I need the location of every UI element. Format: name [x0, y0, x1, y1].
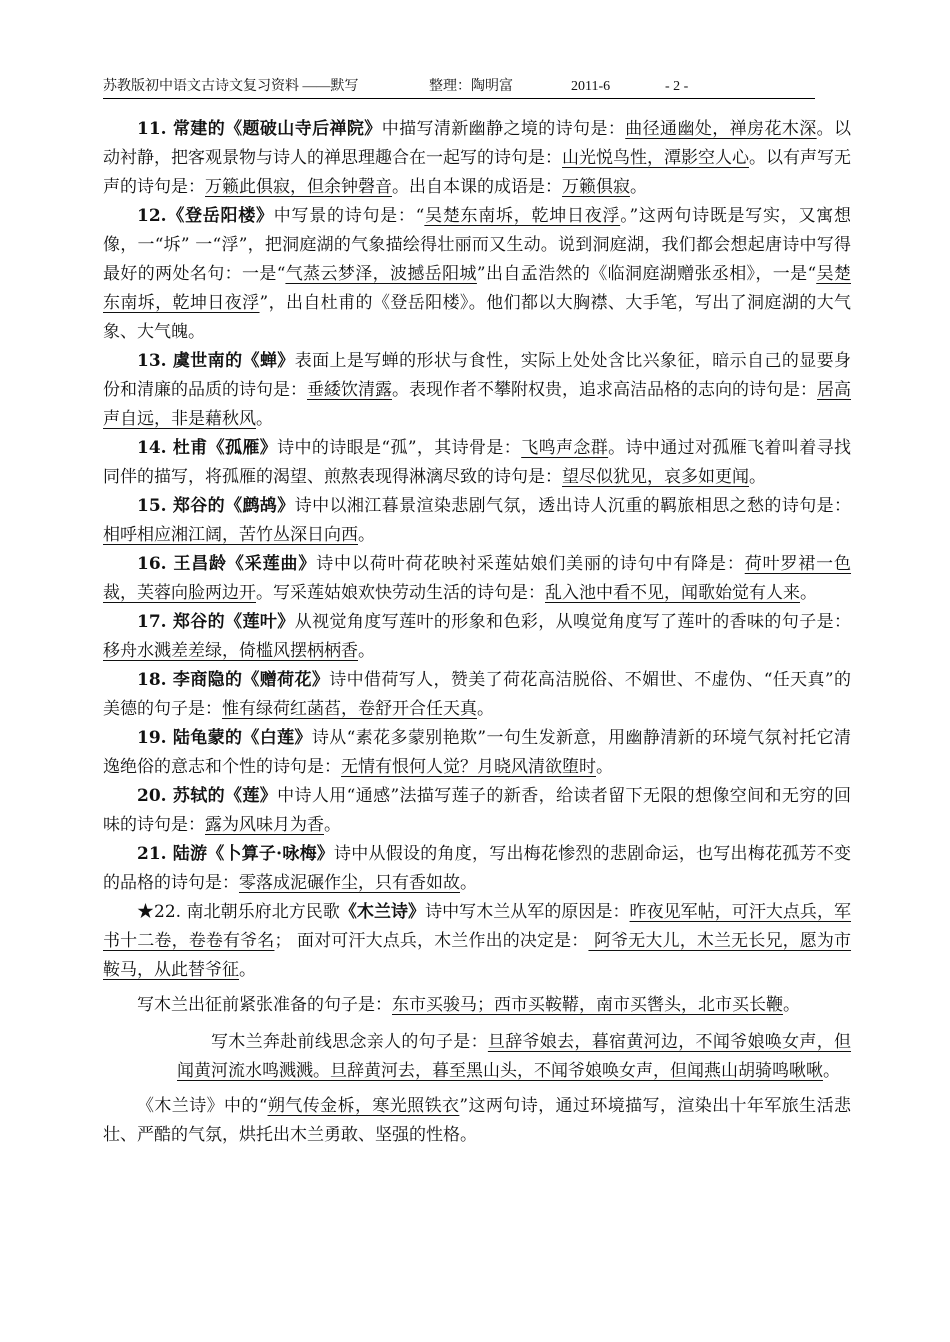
prompt-text: 。表现作者不攀附权贵，追求高洁品格的志向的诗句是： [392, 380, 817, 400]
poem-title: 21. 陆游《卜算子·咏梅》 [137, 844, 335, 864]
answer-text: 惟有绿荷红菡萏，卷舒开合任天真 [222, 699, 477, 719]
prompt-text: 。以有声写无声的诗句是： [103, 148, 851, 197]
question-22c [103, 1092, 851, 1150]
poem-title: 15. 郑谷的《鹧鸪》 [137, 496, 295, 516]
prompt-text: 。 [239, 960, 256, 980]
answer-text: 居高声自远，非是藉秋风 [103, 380, 851, 429]
prompt-text: 写木兰出征前紧张准备的句子是： [137, 995, 392, 1015]
answer-text: 吴楚东南坼，乾坤日夜浮 [424, 206, 621, 226]
question-22 [103, 898, 851, 985]
answer-text: 乱入池中看不见，闻歌始觉有人来 [545, 583, 800, 603]
prompt-text: ”这两句诗，通过环境描写，渲染出十年军旅生活悲壮、严酷的气氛，烘托出木兰勇敢、坚强的性格。 [103, 1096, 851, 1145]
prompt-text: 诗中以湘江暮景渲染悲剧气氛，透出诗人沉重的羁旅相思之愁的诗句是： [294, 496, 852, 516]
prompt-text: 诗中借荷写人，赞美了荷花高洁脱俗、不媚世、不虚伪、“任天真”的美德的句子是： [103, 670, 851, 719]
answer-text: 吴楚东南坼，乾坤日夜浮 [103, 264, 851, 313]
header-title: 苏教版初中语文古诗文复习资料 ——默写 [103, 79, 359, 94]
question-16 [103, 550, 851, 608]
header-page-number: - 2 - [665, 79, 689, 94]
poem-title: 20. 苏轼的《莲》 [137, 786, 278, 806]
prompt-text: 。出自本课的成语是： [392, 177, 562, 197]
prompt-text: 。 [596, 757, 613, 777]
poem-title: 常建的《题破山寺后禅院》 [172, 119, 382, 139]
prompt-text: 。 [324, 815, 341, 835]
question-19 [103, 724, 851, 782]
prompt-text: 。写采莲姑娘欢快劳动生活的诗句是： [256, 583, 545, 603]
prompt-text: 诗中以荷叶荷花映衬采莲姑娘们美丽的诗句中有降是： [316, 554, 745, 574]
prompt-text: 。 [749, 467, 766, 487]
answer-text: 露为风味月为香 [205, 815, 324, 835]
header-editor: 整理：陶明富 [429, 79, 513, 94]
page-header [103, 78, 815, 99]
poem-title: 16. 王昌龄《采莲曲》 [137, 554, 317, 574]
answer-text: 移舟水溅差差绿，倚槛风摆柄柄香 [103, 641, 358, 661]
poem-title: 11. [137, 119, 173, 139]
poem-title: 18. 李商隐的《赠荷花》 [137, 670, 330, 690]
question-14 [103, 434, 851, 492]
answer-text: 旦辞爷娘去，暮宿黄河边，不闻爷娘唤女声，但闻黄河流水鸣溅溅。旦辞黄河去，暮至黑山头，不闻爷娘唤女声，但闻燕山胡骑鸣啾啾 [177, 1032, 852, 1081]
answer-text: 相呼相应湘江阔，苦竹丛深日向西 [103, 525, 358, 545]
poem-title: 19. 陆龟蒙的《白莲》 [137, 728, 312, 748]
poem-title: 14. 杜甫《孤雁》 [137, 438, 278, 458]
prompt-text: 诗中写木兰从军的原因是： [425, 902, 630, 922]
answer-text: 东市买骏马；西市买鞍鞯，南市买辔头，北市买长鞭 [392, 995, 783, 1015]
prompt-text: 。 [630, 177, 647, 197]
question-12 [103, 202, 851, 347]
question-20 [103, 782, 851, 840]
answer-text: 山光悦鸟性，潭影空人心 [562, 148, 749, 168]
question-17 [103, 608, 851, 666]
answer-text: 垂緌饮清露 [307, 380, 392, 400]
question-11 [103, 115, 851, 202]
question-22a [103, 991, 851, 1020]
question-22b [143, 1028, 851, 1086]
question-21 [103, 840, 851, 898]
prompt-text: ”，出自杜甫的《登岳阳楼》。他们都以大胸襟、大手笔，写出了洞庭湖的大气象、大气魄。 [103, 293, 851, 342]
prompt-text: 诗中的诗眼是“孤”，其诗骨是： [277, 438, 522, 458]
prompt-text: 。诗中通过对孤雁飞着叫着寻找同伴的描写，将孤雁的渴望、煎熬表现得淋漓尽致的诗句是： [103, 438, 852, 487]
prompt-text: 。以动衬静，把客观景物与诗人的禅思理趣合在一起写的诗句是： [103, 119, 852, 168]
prompt-text: 写木兰奔赴前线思念亲人的句子是： [211, 1032, 488, 1052]
document-body [103, 115, 851, 1150]
prompt-text: ★22. 南北朝乐府北方民歌 [137, 902, 340, 922]
answer-text: 朔气传金柝，寒光照铁衣 [267, 1096, 460, 1116]
prompt-text: 。 [477, 699, 494, 719]
question-13 [103, 347, 851, 434]
question-15 [103, 492, 851, 550]
answer-text: 万籁此俱寂，但余钟磬音 [205, 177, 392, 197]
header-date: 2011-6 [571, 79, 611, 94]
answer-text: 阿爷无大儿，木兰无长兄，愿为市鞍马，从此替爷征 [103, 931, 852, 980]
prompt-text: ； 面对可汗大点兵，木兰作出的决定是： [274, 931, 589, 951]
answer-text: 无情有恨何人觉？月晓风清欲堕时 [341, 757, 596, 777]
answer-text: 曲径通幽处，禅房花木深 [625, 119, 817, 139]
question-18 [103, 666, 851, 724]
answer-text: 昨夜见军帖，可汗大点兵，军书十二卷，卷卷有爷名 [103, 902, 852, 951]
prompt-text: 诗从“素花多蒙别艳欺”一句生发新意，用幽静清新的环境气氛衬托它清逸绝俗的意志和个性的诗句是： [103, 728, 851, 777]
prompt-text: ”出自孟浩然的《临洞庭湖赠张丞相》，一是“ [476, 264, 817, 284]
prompt-text: 。 [800, 583, 817, 603]
prompt-text: 。 [823, 1061, 840, 1081]
answer-text: 万籁俱寂 [562, 177, 630, 197]
prompt-text: 诗中从假设的角度，写出梅花惨烈的悲剧命运，也写出梅花孤芳不变的品格的诗句是： [103, 844, 851, 893]
poem-title: 17. 郑谷的《莲叶》 [137, 612, 295, 632]
answer-text: 荷叶罗裙一色裁，芙蓉向脸两边开 [103, 554, 852, 603]
poem-title: 13. 虞世南的《蝉》 [137, 351, 295, 371]
prompt-text: 。 [358, 641, 375, 661]
prompt-text: 《木兰诗》中的“ [137, 1096, 268, 1116]
prompt-text: 中描写清新幽静之境的诗句是： [381, 119, 626, 139]
answer-text: 飞鸣声念群 [521, 438, 609, 458]
poem-title: 《木兰诗》 [339, 902, 426, 922]
prompt-text: 中写景的诗句是：“ [273, 206, 425, 226]
prompt-text: 。 [783, 995, 800, 1015]
prompt-text: 。 [256, 409, 273, 429]
prompt-text: 表面上是写蝉的形状与食性，实际上处处含比兴象征，暗示自己的显要身份和清廉的品质的诗句是： [103, 351, 852, 400]
prompt-text: 中诗人用“通感”法描写莲子的新香，给读者留下无限的想像空间和无穷的回味的诗句是： [103, 786, 851, 835]
prompt-text: 从视觉角度写莲叶的形象和色彩，从嗅觉角度写了莲叶的香味的句子是： [294, 612, 852, 632]
answer-text: 望尽似犹见，哀多如更闻 [562, 467, 749, 487]
prompt-text: 。 [460, 873, 477, 893]
answer-text: 气蒸云梦泽，波撼岳阳城 [285, 264, 477, 284]
poem-title: 12.《登岳阳楼》 [137, 206, 274, 226]
prompt-text: 。”这两句诗既是写实，又寓想像，一“坼” 一“浮”，把洞庭湖的气象描绘得壮丽而又生动。说到洞庭湖，我们都会想起唐诗中写得最好的两处名句：一是“ [103, 206, 851, 284]
prompt-text: 。 [358, 525, 375, 545]
answer-text: 零落成泥碾作尘，只有香如故 [239, 873, 460, 893]
